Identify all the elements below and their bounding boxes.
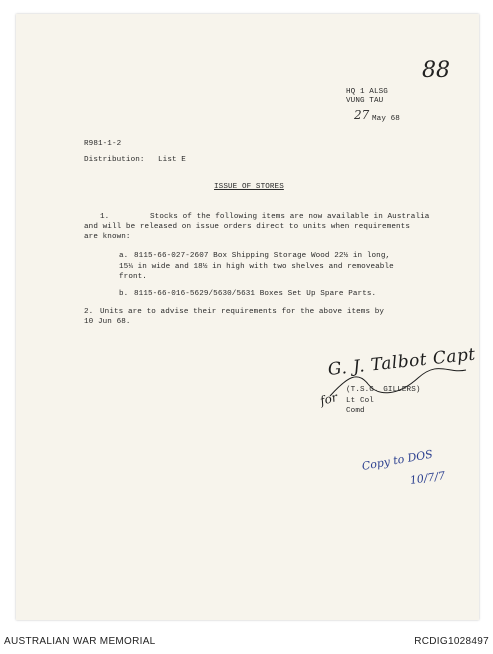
para1-line2: and will be released on issue orders direct to units when requirements xyxy=(84,223,410,231)
date-rest: May 68 xyxy=(372,115,400,123)
signature: G. J. Talbot Capt xyxy=(326,344,477,380)
para1-line1: Stocks of the following items are now available in Australia xyxy=(150,213,430,221)
page-number: 88 xyxy=(422,58,450,83)
distribution-value: List E xyxy=(158,156,186,164)
header-unit-line2: VUNG TAU xyxy=(346,97,384,105)
annotation-copy-to-dos: Copy to DOS xyxy=(360,447,434,473)
footer-identifier: RCDIG1028497 xyxy=(414,636,489,647)
footer xyxy=(0,628,493,654)
signatory-role: Comd xyxy=(346,407,365,415)
para1-number: 1. xyxy=(100,213,110,221)
distribution-label: Distribution: xyxy=(84,156,145,164)
date-day: 27 xyxy=(354,108,370,122)
annotation-date: 10/7/7 xyxy=(409,469,446,487)
header-unit-line1: HQ 1 ALSG xyxy=(346,88,388,96)
signatory-name: (T.S.G. GILLERS) xyxy=(346,386,421,394)
signature-for: for xyxy=(318,389,339,409)
para2-line2: 10 Jun 68. xyxy=(84,318,131,326)
document-page xyxy=(16,14,479,620)
item-a-line2: 15¼ in wide and 18½ in high with two shelves and removeable xyxy=(119,263,394,271)
document-title: ISSUE OF STORES xyxy=(214,183,284,191)
file-reference: R981-1-2 xyxy=(84,140,122,148)
para2-number: 2. xyxy=(84,308,94,316)
item-a-label: a. xyxy=(119,252,129,260)
item-a-line3: front. xyxy=(119,273,147,281)
item-a-line1: 8115-66-027-2607 Box Shipping Storage Wood 22½ in long, xyxy=(134,252,391,260)
item-b-line1: 8115-66-016-5629/5630/5631 Boxes Set Up Spare Parts. xyxy=(134,290,377,298)
para2-line1: Units are to advise their requirements for the above items by xyxy=(100,308,385,316)
footer-source: AUSTRALIAN WAR MEMORIAL xyxy=(4,636,156,647)
para1-line3: are known: xyxy=(84,233,131,241)
signatory-rank: Lt Col xyxy=(346,397,374,405)
item-b-label: b. xyxy=(119,290,129,298)
